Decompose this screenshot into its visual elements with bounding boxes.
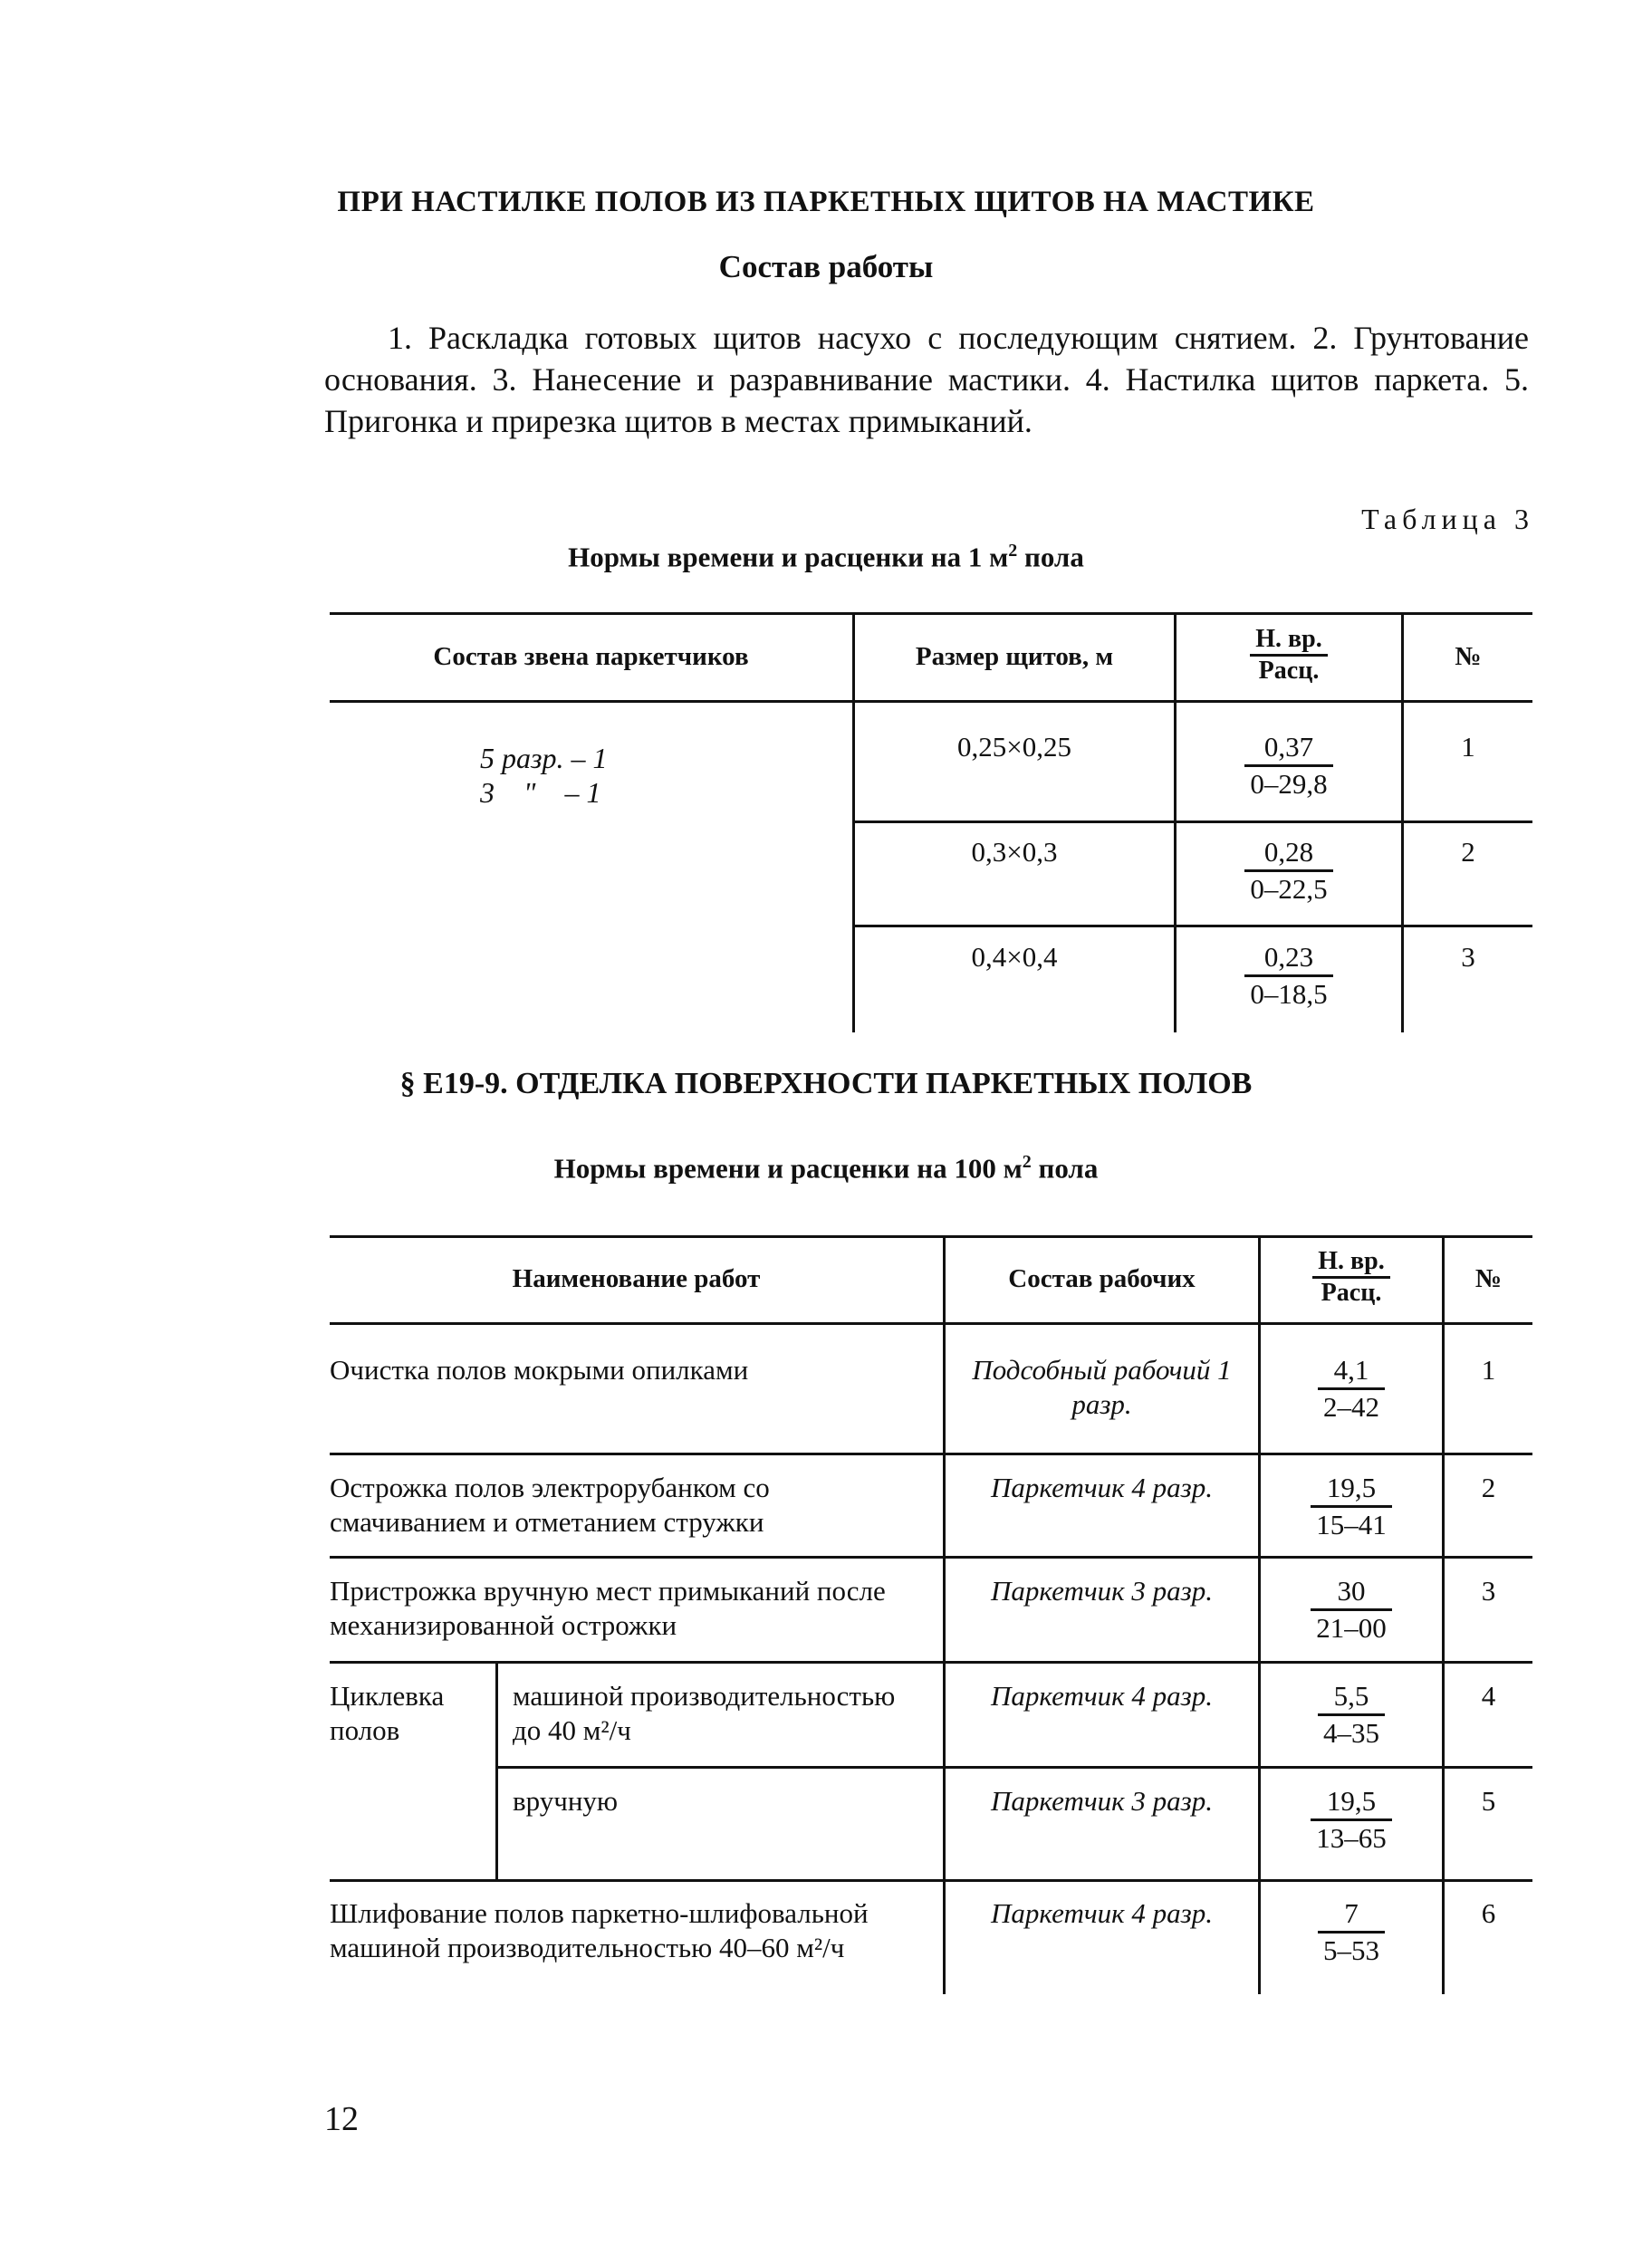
table2-workers-cell: Паркетчик 3 разр. bbox=[991, 1575, 1213, 1607]
table2-work-cell: Очистка полов мокрыми опилками bbox=[330, 1354, 749, 1386]
table2-workers-cell: Подсобный рабочий 1 разр. bbox=[972, 1354, 1232, 1420]
header-norm-label: Н. вр. bbox=[1255, 625, 1322, 653]
rate-value: 21–00 bbox=[1311, 1608, 1392, 1646]
norm-value: 7 bbox=[1344, 1897, 1359, 1929]
table3-caption-text: Нормы времени и расценки на 1 м bbox=[568, 541, 1009, 573]
table2-work-group-cell: Циклевка полов bbox=[330, 1680, 445, 1746]
section-heading: ПРИ НАСТИЛКЕ ПОЛОВ ИЗ ПАРКЕТНЫХ ЩИТОВ НА МАСТИКЕ bbox=[337, 186, 1315, 218]
table3-caption-sup: 2 bbox=[1008, 541, 1018, 561]
norm-value: 0,28 bbox=[1263, 836, 1314, 868]
table3-header-norm bbox=[1177, 625, 1401, 687]
norm-value: 19,5 bbox=[1326, 1785, 1377, 1817]
header-rate-label: Расц. bbox=[1312, 1276, 1389, 1308]
table2-norm-cell bbox=[1261, 1896, 1442, 1968]
table2-workers-cell: Паркетчик 3 разр. bbox=[991, 1785, 1213, 1817]
table2-col-rule bbox=[495, 1661, 498, 1879]
table2-workers-cell: Паркетчик 4 разр. bbox=[991, 1897, 1213, 1929]
rate-value: 0–18,5 bbox=[1244, 974, 1332, 1012]
norm-value: 5,5 bbox=[1333, 1680, 1369, 1712]
table2-header-norm bbox=[1261, 1247, 1442, 1310]
table2-norm-cell bbox=[1261, 1679, 1442, 1751]
table2-col-rule bbox=[1442, 1235, 1445, 1994]
header-rate-label: Расц. bbox=[1250, 654, 1327, 686]
section2-heading: § Е19-9. ОТДЕЛКА ПОВЕРХНОСТИ ПАРКЕТНЫХ ПОЛОВ bbox=[399, 1067, 1253, 1100]
table2-row-rule bbox=[330, 1453, 1532, 1455]
table2-header-no: № bbox=[1474, 1264, 1503, 1293]
table2-norm-cell bbox=[1261, 1353, 1442, 1425]
page-number: 12 bbox=[324, 2100, 359, 2138]
work-composition-title: Состав работы bbox=[718, 249, 934, 284]
rate-value: 0–22,5 bbox=[1244, 869, 1332, 907]
header-norm-label: Н. вр. bbox=[1318, 1247, 1385, 1275]
norm-value: 19,5 bbox=[1326, 1472, 1377, 1503]
norm-value: 0,23 bbox=[1263, 941, 1314, 973]
table3-no-cell: 1 bbox=[1461, 731, 1475, 763]
norm-value: 4,1 bbox=[1333, 1354, 1369, 1386]
table3-no-cell: 2 bbox=[1461, 836, 1475, 868]
table2-work-cell: машиной производительностью до 40 м²/ч bbox=[513, 1680, 896, 1746]
rate-value: 13–65 bbox=[1311, 1818, 1392, 1856]
table2-row-rule bbox=[330, 1661, 1532, 1664]
rate-value: 2–42 bbox=[1318, 1387, 1385, 1425]
work-composition-body: 1. Раскладка готовых щитов насухо с последующим снятием. 2. Грунтование основания. 3. Нанесение и разравнивание мастики. 4. Настилка щитов паркета. 5. Пригонка и прирезка щитов в местах примыканий. bbox=[324, 320, 1529, 439]
table2-work-cell: Острожка полов электрорубанком со смачиванием и отметанием стружки bbox=[330, 1472, 770, 1538]
table3-size-cell: 0,4×0,4 bbox=[971, 941, 1058, 973]
table2-no-cell: 6 bbox=[1481, 1897, 1496, 1929]
table2-workers-cell: Паркетчик 4 разр. bbox=[991, 1680, 1213, 1712]
table-label: Таблица 3 bbox=[1361, 503, 1534, 535]
table3-size-cell: 0,3×0,3 bbox=[971, 836, 1058, 868]
table3-row-rule bbox=[855, 925, 1532, 927]
table2-workers-cell: Паркетчик 4 разр. bbox=[991, 1472, 1213, 1503]
table2-caption bbox=[0, 1152, 1652, 1185]
table2-work-cell: вручную bbox=[513, 1785, 619, 1817]
table2-header-rule bbox=[330, 1322, 1532, 1325]
table2-work-cell: Пристрожка вручную мест примыканий после механизированной острожки bbox=[330, 1575, 886, 1641]
table3-row-rule bbox=[855, 820, 1532, 823]
table2-col-rule bbox=[943, 1235, 946, 1994]
table2-top-rule bbox=[330, 1235, 1532, 1238]
table2-header-workers: Состав рабочих bbox=[1008, 1264, 1196, 1293]
table3-norm-cell bbox=[1177, 940, 1401, 1012]
table2-norm-cell bbox=[1261, 1574, 1442, 1646]
table3-norm-cell bbox=[1177, 730, 1401, 801]
table2-norm-cell bbox=[1261, 1471, 1442, 1542]
work-composition-text bbox=[324, 317, 1529, 442]
table2-row-rule bbox=[330, 1556, 1532, 1559]
table2-no-cell: 5 bbox=[1481, 1785, 1496, 1817]
table3-norm-cell bbox=[1177, 835, 1401, 907]
rate-value: 5–53 bbox=[1318, 1931, 1385, 1968]
table2-caption-tail: пола bbox=[1031, 1152, 1099, 1185]
table2-caption-sup: 2 bbox=[1022, 1152, 1032, 1172]
table2-header-work: Наименование работ bbox=[512, 1264, 761, 1293]
table3-top-rule bbox=[330, 612, 1532, 615]
table2-no-cell: 2 bbox=[1481, 1472, 1496, 1503]
table2-row-rule bbox=[330, 1879, 1532, 1882]
table3-header-rule bbox=[330, 700, 1532, 703]
crew-line: 5 разр. – 1 bbox=[480, 742, 608, 774]
rate-value: 0–29,8 bbox=[1244, 764, 1332, 801]
table3-header-no: № bbox=[1455, 642, 1482, 671]
table2-norm-cell bbox=[1261, 1784, 1442, 1856]
table3-header-crew: Состав звена паркетчиков bbox=[433, 642, 749, 671]
table3-no-cell: 3 bbox=[1461, 941, 1475, 973]
crew-line: 3 " – 1 bbox=[480, 776, 601, 809]
table3-size-cell: 0,25×0,25 bbox=[957, 731, 1071, 763]
table3-caption-tail: пола bbox=[1017, 541, 1084, 573]
table2-work-cell: Шлифование полов паркетно-шлифовальной машиной производительностью 40–60 м²/ч bbox=[330, 1897, 869, 1963]
rate-value: 4–35 bbox=[1318, 1713, 1385, 1751]
table2-row-rule bbox=[495, 1766, 1532, 1769]
norm-value: 0,37 bbox=[1263, 731, 1314, 763]
table3-caption bbox=[0, 541, 1652, 573]
table2-no-cell: 1 bbox=[1481, 1354, 1496, 1386]
table2-caption-text: Нормы времени и расценки на 100 м bbox=[553, 1152, 1023, 1185]
rate-value: 15–41 bbox=[1311, 1505, 1392, 1542]
table3-header-size: Размер щитов, м bbox=[915, 642, 1114, 671]
table2-no-cell: 4 bbox=[1481, 1680, 1496, 1712]
norm-value: 30 bbox=[1337, 1575, 1366, 1607]
table2-no-cell: 3 bbox=[1481, 1575, 1496, 1607]
